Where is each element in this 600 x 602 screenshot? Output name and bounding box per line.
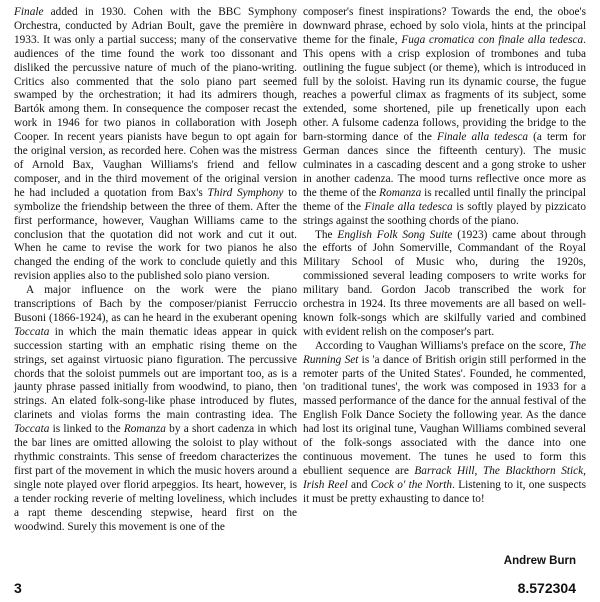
text-run: According to Vaughan Williams's preface on the score, xyxy=(315,339,570,352)
italic-title: Toccata xyxy=(14,423,50,436)
italic-title: English Folk Song Suite xyxy=(337,228,453,241)
text-run: added in 1930. Cohen with the BBC Symphony Orchestra, conducted by Adrian Boult, gave the première in 1933. It was only a partial success; many of the conservative audiences of the time found the work too dissonant and disliked the percussive nature of much of the piano-writing. Critics also commented that the solo piano part seemed swamped by the orchestration; it had its admirers though, Bartók among them. In consequence the composer recast the work in 1946 for two pianos in collaboration with Joseph Cooper. In recent years pianists have begun to opt again for the original version, as recorded here. Cohen was the mistress of Arnold Bax, Vaughan Williams's friend and fellow composer, and in the third movement of the original version he had included a quotation from Bax's xyxy=(14,6,297,199)
text-run: (a term for German dances since the fifteenth century). The music culminates in a cascading descent and a gong stroke to usher in another cadenza. The mood turns reflective once more as the theme of the xyxy=(303,131,586,199)
italic-title: Finale xyxy=(14,6,44,18)
text-run: to symbolize the friendship between the three of them. After the first performance, however, Vaughan Williams came to the conclusion that the quotation did not work and cut it out. When he came to revise the work for two pianos he also changed the ending of the work to conclude quietly and this revision applies also to the published solo piano version. xyxy=(14,186,297,283)
text-run: in which the main thematic ideas appear in quick succession starting with an emphatic rising theme on the strings, set against virtuosic piano figuration. The percussive chords that the soloist pummels out are important too, as is a jaunty phrase passed initially from woodwind, to piano, then strings. An elated folk-song-like phase introduced by flutes, clarinets and violas forms the main contrasting idea. The xyxy=(14,325,297,422)
author-signature: Andrew Burn xyxy=(503,555,576,567)
paragraph xyxy=(14,284,297,534)
text-run: is softly played by pizzicato strings against the soothing chords of the piano. xyxy=(303,200,586,227)
italic-title: Third Symphony xyxy=(207,186,284,199)
left-column xyxy=(14,6,297,534)
text-run: is recalled until finally the principal theme of the xyxy=(303,186,586,213)
text-run: is 'a dance of British origin still performed in the remoter parts of the United States'. Founded, he commented, 'on traditional tunes', the work was composed in 1933 for a massed performance of the dance for the annual festival of the English Folk Dance Society the following year. As the dance had lost its original tune, Vaughan Williams combined several of the folk-songs associated with the dance into one continuous movement. The tunes he used to form this ebullient sequence are xyxy=(303,353,586,477)
italic-title: Finale alla tedesca xyxy=(436,131,529,144)
paragraph xyxy=(303,6,586,229)
text-run: . Listening to it, one suspects it must be pretty exhausting to dance to! xyxy=(303,478,586,505)
text-run: . This opens with a crisp explosion of trombones and tuba outlining the fugue subject (or theme), which is introduced in full by the soloist. Having run its dynamic course, the fugue reaches a powerful climax as fragments of its subject, some extended, some shortened, pile up frenetically upon each other. A fulsome cadenza follows, providing the bridge to the barn-storming dance of the xyxy=(303,33,586,144)
page-number: 3 xyxy=(14,580,22,596)
paragraph xyxy=(14,6,297,284)
italic-title: Romanza xyxy=(123,423,166,436)
text-run: composer's finest inspirations? Towards the end, the oboe's downward phrase, echoed by solo viola, hints at the principal theme for the finale, xyxy=(303,6,586,46)
italic-title: The Running Set xyxy=(303,339,586,366)
text-run: A major influence on the work were the piano transcriptions of Bach by the composer/pianist Ferruccio Busoni (1866-1924), as can he heard in the exuberant opening xyxy=(14,284,297,324)
italic-title: Cock o' the North xyxy=(370,478,453,491)
catalogue-number: 8.572304 xyxy=(517,580,576,596)
text-run: and xyxy=(347,478,371,491)
text-run: is linked to the xyxy=(49,423,124,436)
italic-title: Fuga cromatica con finale alla tedesca xyxy=(401,33,584,46)
paragraph xyxy=(303,340,586,507)
paragraph xyxy=(303,229,586,340)
right-column xyxy=(303,6,586,507)
italic-title: Romanza xyxy=(379,186,422,199)
italic-title: Toccata xyxy=(14,325,50,338)
italic-title: Barrack Hill, The Blackthorn Stick, Irish Reel xyxy=(303,464,586,491)
italic-title: Finale alla tedesca xyxy=(364,200,453,213)
text-run: by a short cadenza in which the bar lines are omitted allowing the soloist to play without rhythmic constraints. This sense of freedom characterizes the first part of the movement in which the music hovers around a single note played over florid arpeggios. Its heart, however, is a tender rocking reverie of melting loveliness, which includes a rapt theme descending stepwise, heard first on the woodwind. Surely this movement is one of the xyxy=(14,423,297,533)
text-run: (1923) came about through the efforts of John Somerville, Commandant of the Royal Military School of Music who, during the 1920s, commissioned several leading composers to write works for military band. Gordon Jacob transcribed the work for orchestra in 1924. Its three movements are all based on well-known folk-songs which are skilfully varied and combined with evident relish on the composer's part. xyxy=(303,228,586,338)
text-run: The xyxy=(315,228,338,241)
